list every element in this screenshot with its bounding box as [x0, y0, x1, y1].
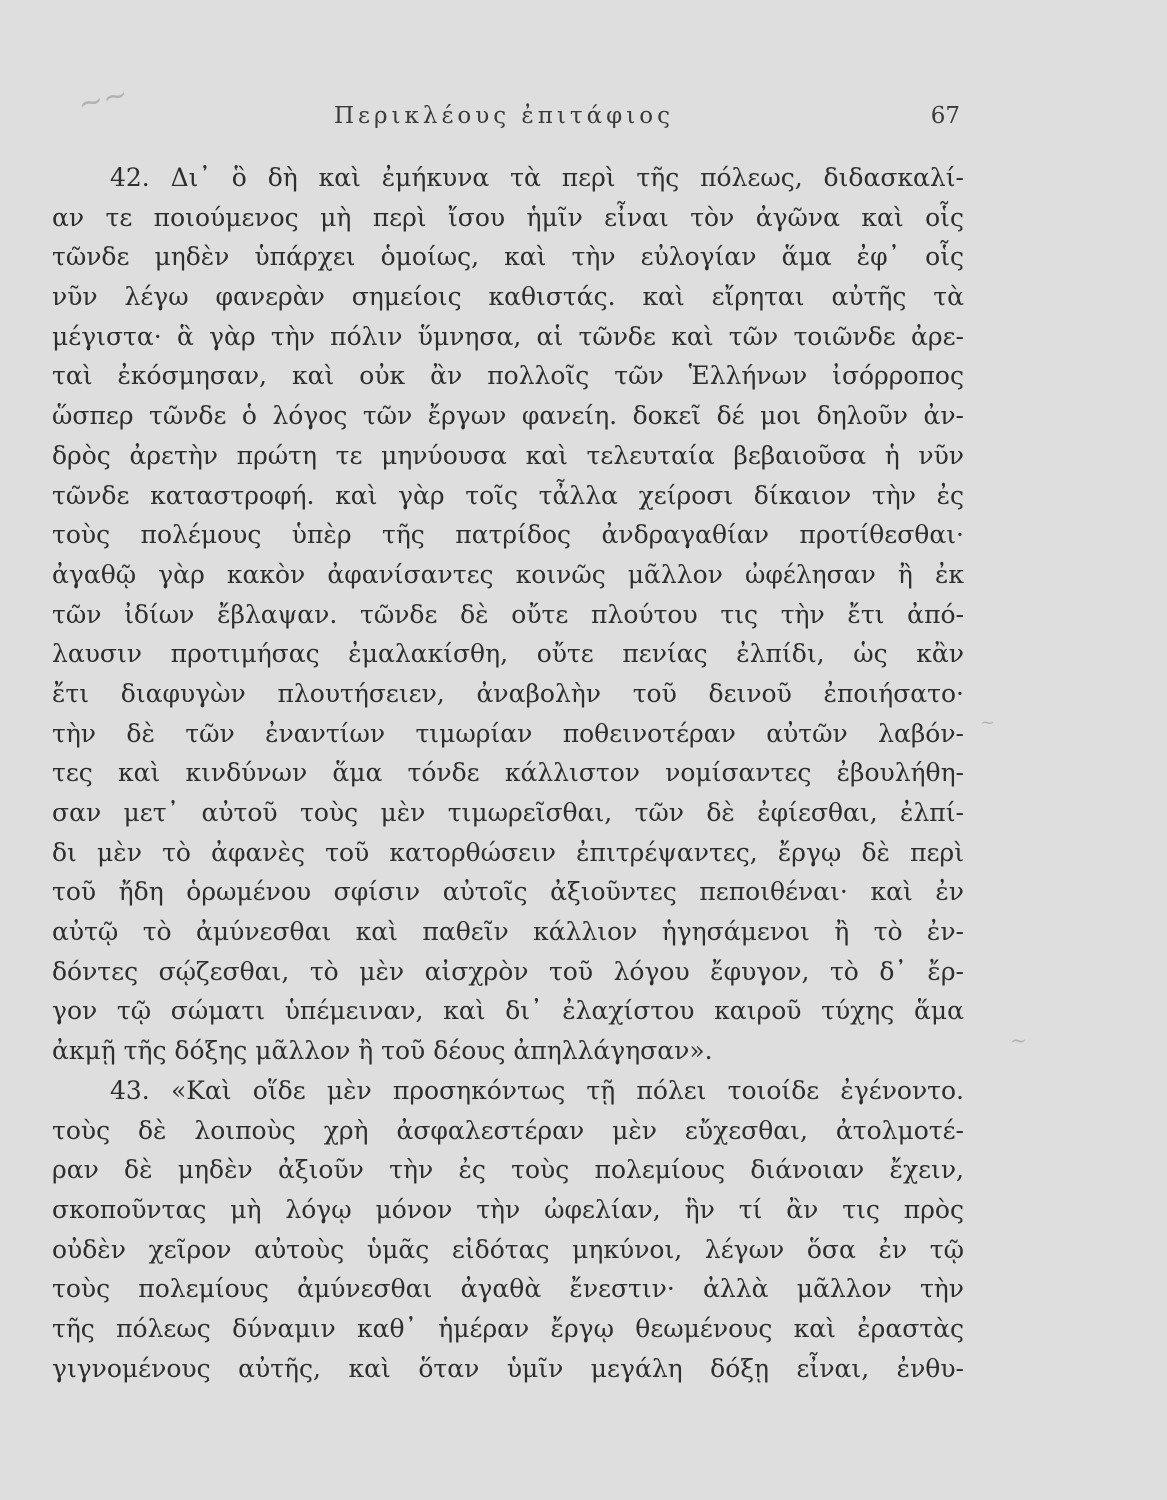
- text-line: μέγιστα· ἃ γὰρ τὴν πόλιν ὕμνησα, αἱ τῶνδε καὶ τῶν τοιῶνδε ἀρε-: [52, 321, 964, 351]
- text-line: τες καὶ κινδύνων ἅμα τόνδε κάλλιστον νομίσαντες ἐβουλήθη-: [52, 758, 964, 788]
- text-line: ἀγαθῷ γὰρ κακὸν ἀφανίσαντες κοινῶς μᾶλλον ὠφέλησαν ἢ ἐκ: [52, 559, 964, 589]
- text-line: νῦν λέγω φανερὰν σημείοις καθιστάς. καὶ εἴρηται αὐτῆς τὰ: [52, 282, 964, 312]
- page-number: 67: [930, 103, 960, 129]
- pencil-marginalia-mark: ~~: [74, 76, 132, 123]
- text-line: δόντες σῴζεσθαι, τὸ μὲν αἰσχρὸν τοῦ λόγου ἔφυγον, τὸ δ᾽ ἔρ-: [52, 956, 964, 986]
- text-line: 43. «Καὶ οἵδε μὲν προσηκόντως τῇ πόλει τοιοίδε ἐγένοντο.: [110, 1075, 964, 1105]
- text-line: γον τῷ σώματι ὑπέμειναν, καὶ δι᾽ ἐλαχίστου καιροῦ τύχης ἅμα: [52, 996, 964, 1026]
- text-line: αὐτῷ τὸ ἀμύνεσθαι καὶ παθεῖν κάλλιον ἡγησάμενοι ἢ τὸ ἐν-: [52, 917, 964, 947]
- text-line: τοὺς δὲ λοιποὺς χρὴ ἀσφαλεστέραν μὲν εὔχεσθαι, ἀτολμοτέ-: [52, 1115, 964, 1145]
- text-line: τῶνδε καταστροφή. καὶ γὰρ τοῖς τἆλλα χείροσι δίκαιον τὴν ἐς: [52, 480, 964, 510]
- text-line: γιγνομένους αὐτῆς, καὶ ὅταν ὑμῖν μεγάλη δόξῃ εἶναι, ἐνθυ-: [52, 1353, 964, 1383]
- text-line: τῶνδε μηδὲν ὑπάρχει ὁμοίως, καὶ τὴν εὐλογίαν ἅμα ἐφ᾽ οἷς: [52, 242, 964, 272]
- text-line: δρὸς ἀρετὴν πρώτη τε μηνύουσα καὶ τελευταία βεβαιοῦσα ἡ νῦν: [52, 440, 964, 470]
- text-line: σαν μετ᾽ αὐτοῦ τοὺς μὲν τιμωρεῖσθαι, τῶν δὲ ἐφίεσθαι, ἐλπί-: [52, 798, 964, 827]
- running-head: [48, 98, 960, 134]
- text-line: ἔτι διαφυγὼν πλουτήσειεν, ἀναβολὴν τοῦ δεινοῦ ἐποιήσατο·: [52, 678, 964, 708]
- pencil-marginalia-mark: ~: [980, 712, 996, 733]
- text-line: τοὺς πολέμους ὑπὲρ τῆς πατρίδος ἀνδραγαθίαν προτίθεσθαι·: [52, 520, 964, 550]
- text-line: ταὶ ἐκόσμησαν, καὶ οὐκ ἂν πολλοῖς τῶν Ἑλλήνων ἰσόρροπος: [52, 361, 964, 391]
- text-line: τοὺς πολεμίους ἀμύνεσθαι ἀγαθὰ ἔνεστιν· ἀλλὰ μᾶλλον τὴν: [52, 1274, 964, 1304]
- text-line: τῶν ἰδίων ἔβλαψαν. τῶνδε δὲ οὔτε πλούτου τις τὴν ἔτι ἀπό-: [52, 599, 964, 629]
- text-line: τῆς πόλεως δύναμιν καθ᾽ ἡμέραν ἔργῳ θεωμένους καὶ ἐραστὰς: [52, 1313, 964, 1343]
- running-head-title: Περικλέους ἐπιτάφιος: [334, 103, 674, 129]
- body-text: [52, 158, 964, 1388]
- pencil-marginalia-mark: ~: [1010, 1028, 1027, 1052]
- text-line: ραν δὲ μηδὲν ἀξιοῦν τὴν ἐς τοὺς πολεμίους διάνοιαν ἔχειν,: [52, 1155, 964, 1185]
- text-line: οὐδὲν χεῖρον αὐτοὺς ὑμᾶς εἰδότας μηκύνοι, λέγων ὅσα ἐν τῷ: [52, 1234, 964, 1264]
- text-line: δι μὲν τὸ ἀφανὲς τοῦ κατορθώσειν ἐπιτρέψαντες, ἔργῳ δὲ περὶ: [52, 837, 964, 867]
- text-line: αν τε ποιούμενος μὴ περὶ ἴσου ἡμῖν εἶναι τὸν ἀγῶνα καὶ οἷς: [52, 202, 964, 232]
- text-line: τὴν δὲ τῶν ἐναντίων τιμωρίαν ποθεινοτέραν αὐτῶν λαβόν-: [52, 718, 964, 748]
- text-line: 42. Δι᾽ ὃ δὴ καὶ ἐμήκυνα τὰ περὶ τῆς πόλεως, διδασκαλί-: [110, 163, 964, 192]
- text-line: λαυσιν προτιμήσας ἐμαλακίσθη, οὔτε πενίας ἐλπίδι, ὡς κἂν: [52, 639, 964, 669]
- text-line: τοῦ ἤδη ὁρωμένου σφίσιν αὐτοῖς ἀξιοῦντες πεποιθέναι· καὶ ἐν: [52, 877, 964, 907]
- text-line: ὥσπερ τῶνδε ὁ λόγος τῶν ἔργων φανείη. δοκεῖ δέ μοι δηλοῦν ἀν-: [52, 401, 964, 431]
- text-line: σκοποῦντας μὴ λόγῳ μόνον τὴν ὠφελίαν, ἣν τί ἂν τις πρὸς: [52, 1194, 964, 1224]
- text-line: ἀκμῇ τῆς δόξης μᾶλλον ἢ τοῦ δέους ἀπηλλάγησαν».: [52, 1036, 713, 1066]
